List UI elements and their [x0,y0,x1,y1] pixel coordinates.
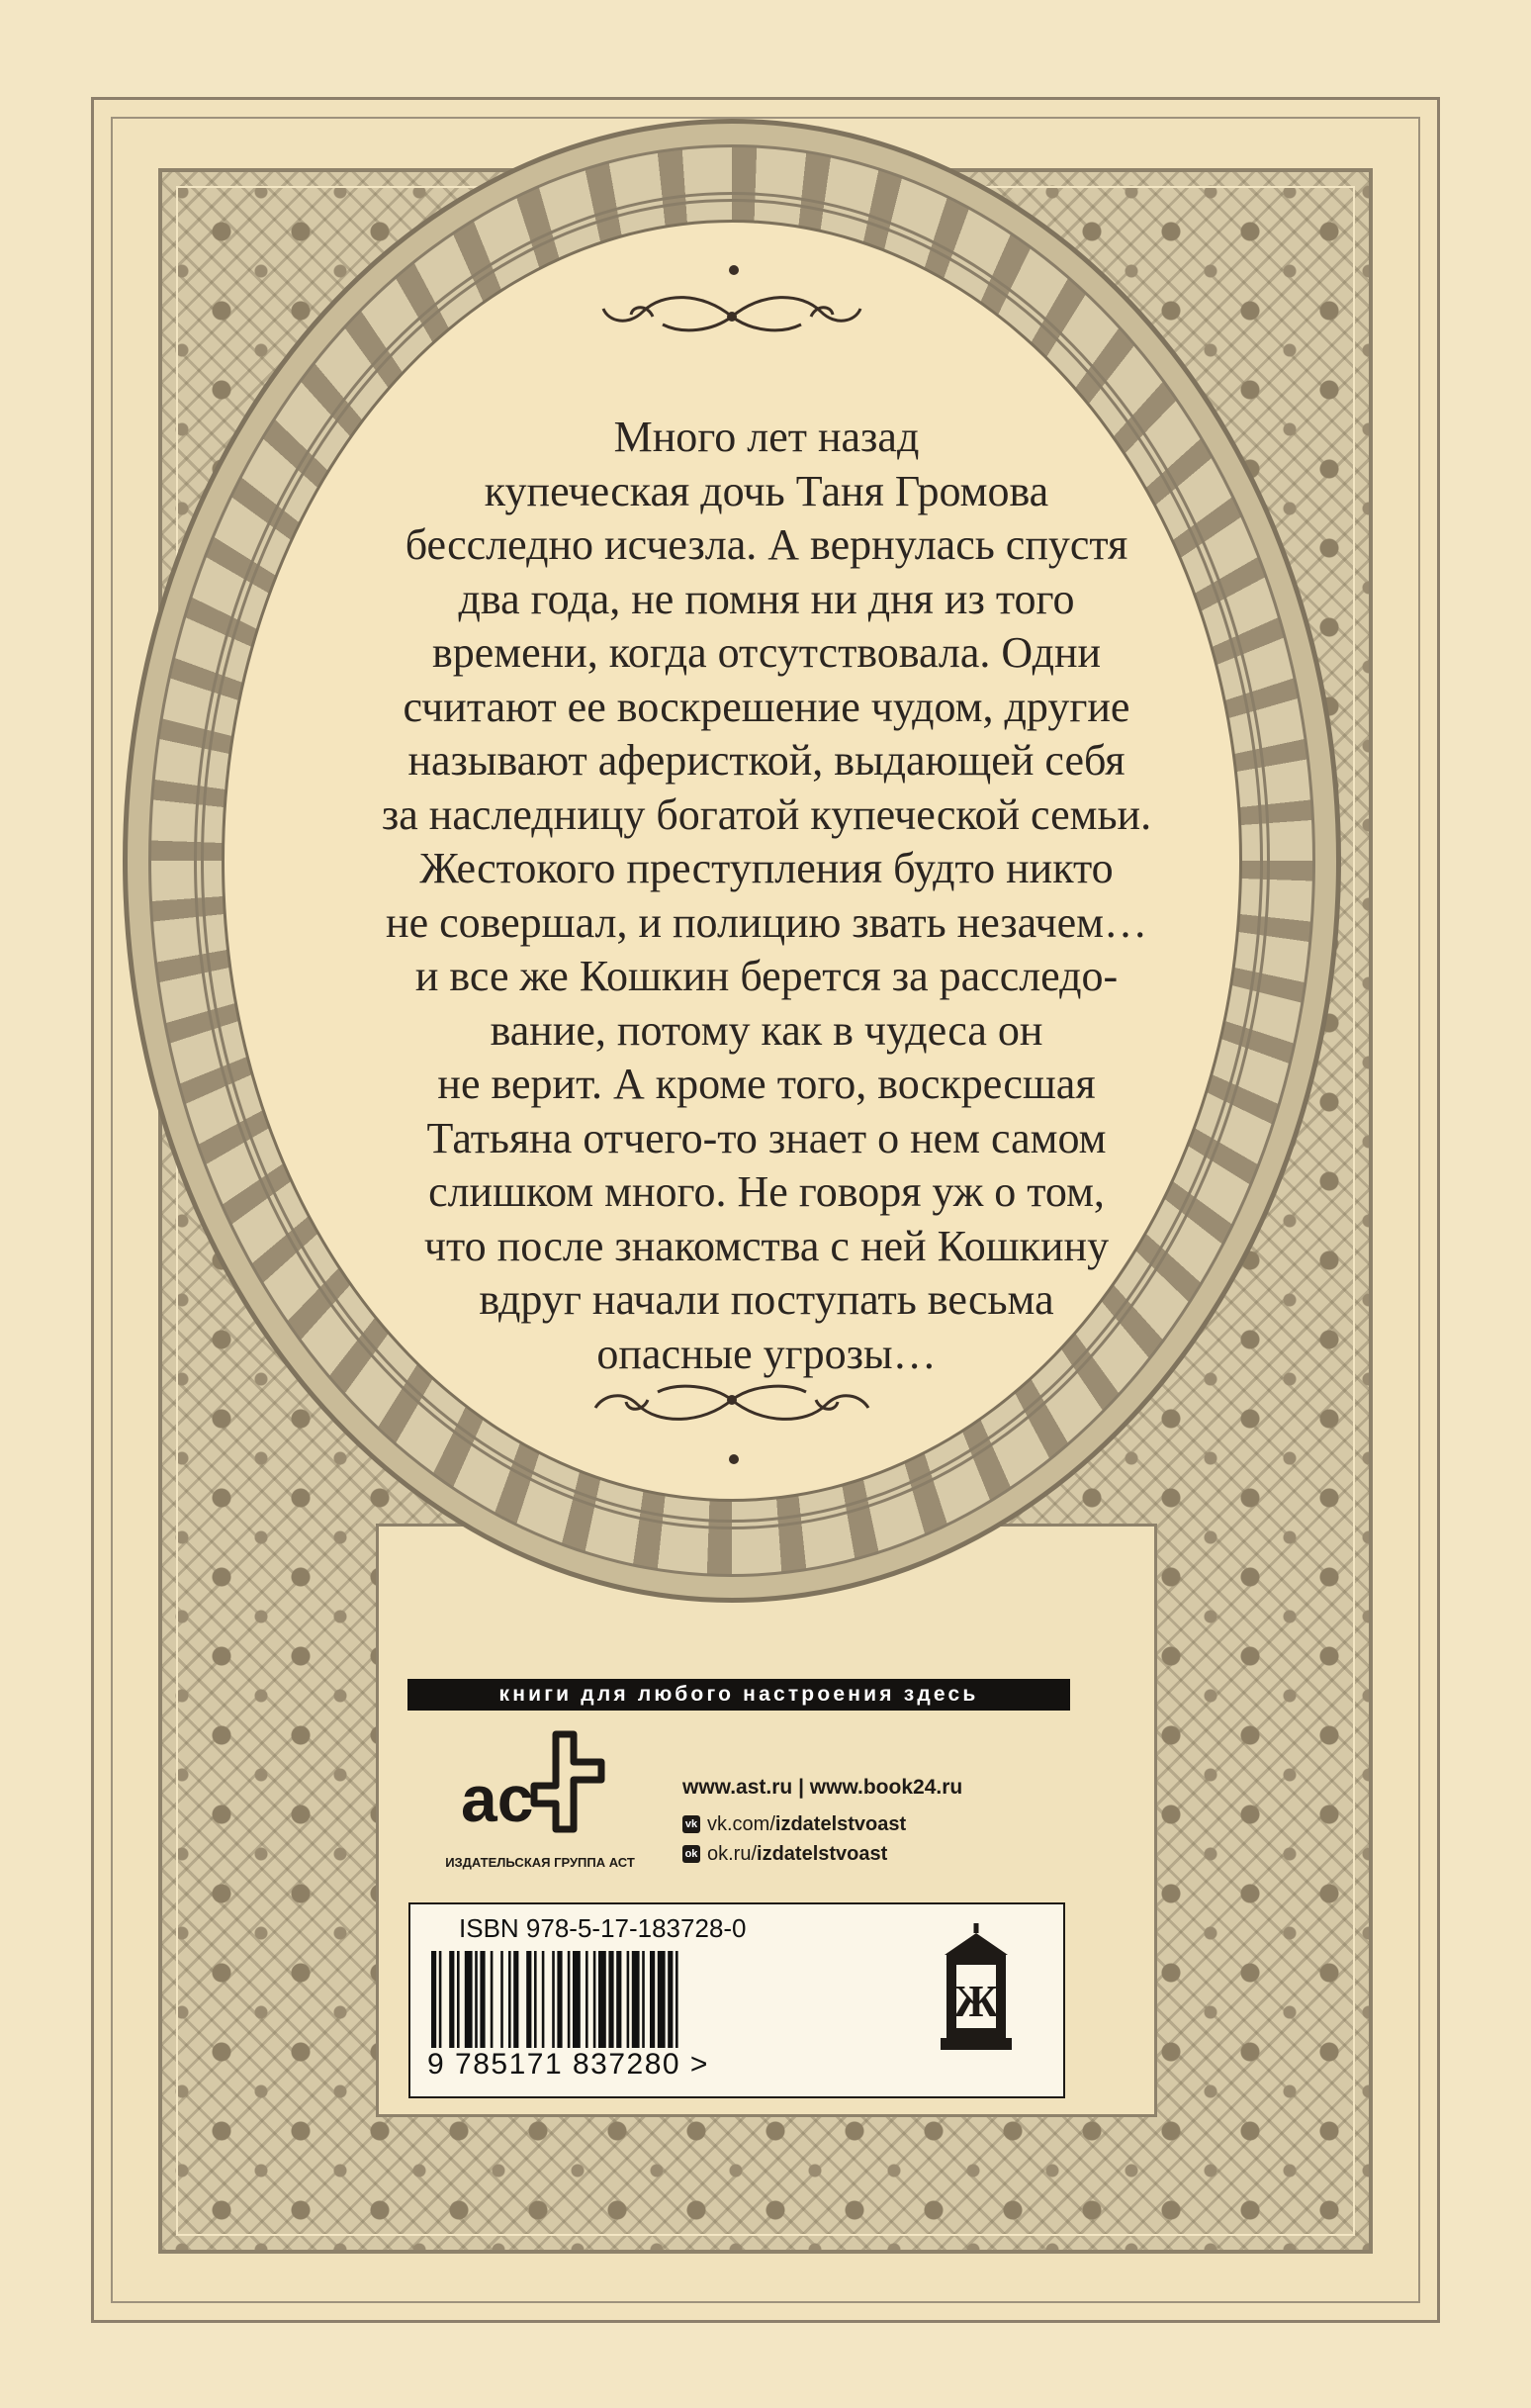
ast-logo-letters: ac [461,1762,534,1835]
publisher-caption: ИЗДАТЕЛЬСКАЯ ГРУППА АСТ [445,1855,635,1870]
annotation-line: называют аферисткой, выдающей себя [407,736,1126,785]
annotation-line: вдруг начали поступать весьма [479,1275,1054,1324]
isbn-label: ISBN 978-5-17-183728-0 [459,1913,747,1943]
annotation-line: купеческая дочь Таня Громова [484,466,1049,515]
top-flourish-icon [593,287,870,346]
annotation-line: за наследницу богатой купеческой семьи. [381,789,1152,839]
ok-prefix: ok.ru/ [707,1842,758,1865]
vk-handle: izdatelstvoast [774,1812,907,1835]
annotation-line: Жестокого преступления будто никто [419,844,1114,892]
annotation-line: Татьяна отчего-то знает о нем самом [426,1113,1107,1162]
annotation-line: два года, не помня ни дня из того [458,574,1075,623]
ok-handle: izdatelstvoast [757,1842,888,1865]
annotation-line: считают ее воскрешение чудом, другие [403,682,1130,731]
annotation-line: Много лет назад [613,413,920,461]
tagline-banner: книги для любого настроения здесь [407,1679,1070,1711]
ok-icon: ok [682,1845,700,1863]
svg-text:Ж: Ж [953,1976,999,2026]
annotation-line: не верит. А кроме того, воскресшая [437,1060,1096,1108]
ast-logo-icon [457,1726,615,1837]
publisher-links [682,1776,1058,1869]
annotation-line: что после знакомства с ней Кошкину [423,1221,1110,1270]
lantern-zh-icon [937,1919,1016,2058]
annotation-line: вание, потому как в чудеса он [490,1005,1043,1055]
annotation-line: не совершал, и полицию звать незачем… [386,897,1147,947]
barcode-digits: 9 785171 837280 > [427,2048,713,2082]
top-dot-ornament [729,265,739,275]
bottom-flourish-icon [584,1370,880,1430]
annotation-line: бесследно исчезла. А вернулась спустя [405,520,1128,569]
vk-link[interactable] [682,1809,1058,1839]
website-links[interactable]: www.ast.ru | www.book24.ru [682,1776,963,1799]
ok-link[interactable] [682,1839,1058,1869]
annotation-line: опасные угрозы… [596,1329,937,1378]
vk-prefix: vk.com/ [707,1812,775,1835]
annotation-line: и все же Кошкин берется за расследо- [414,952,1119,1000]
vk-icon: vk [682,1815,700,1833]
book-annotation [297,411,1236,1381]
annotation-line: слишком много. Не говоря уж о том, [428,1167,1105,1216]
annotation-line: времени, когда отсутствовала. Одни [431,628,1102,677]
bottom-dot-ornament [729,1454,739,1464]
